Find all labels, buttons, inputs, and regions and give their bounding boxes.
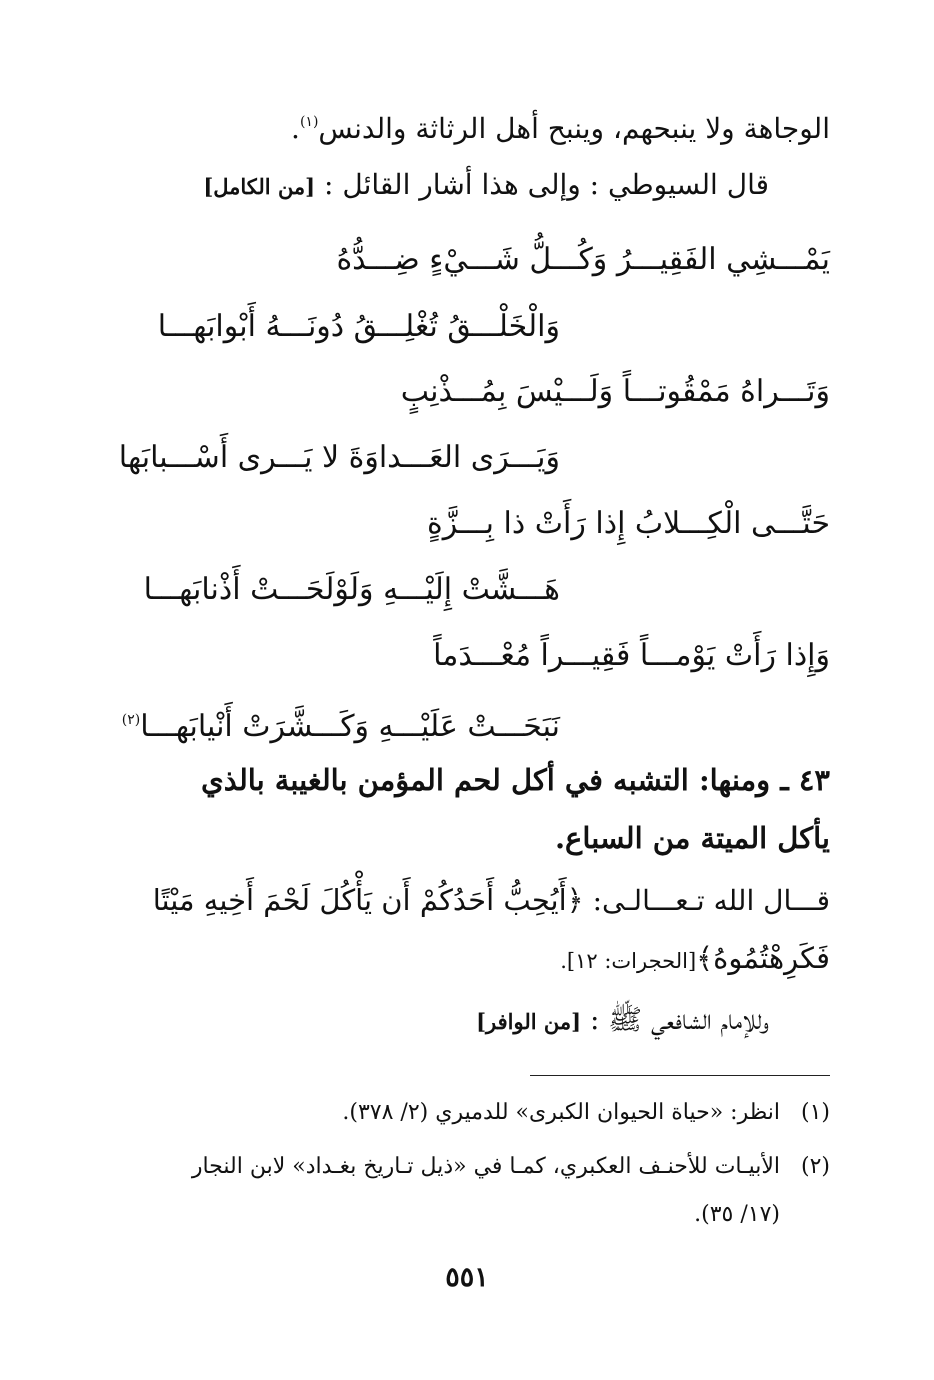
poem-line-1: يَمْـــشِي الفَقِيـــرُ وَكُـــلُّ شَـــيْءٍ ضِـــدُّهُ (336, 242, 830, 277)
intro-line (203, 165, 769, 207)
body-line-1 (291, 102, 830, 149)
shafii-line (476, 1000, 769, 1042)
quran-line-1 (153, 880, 830, 921)
footnote-2-continuation: (١٧/ ٣٥). (694, 1202, 780, 1227)
footnote-divider (530, 1075, 830, 1076)
poem-line-8 (120, 700, 560, 747)
quran-intro: قـــال الله تـعـــالـى: (592, 884, 830, 917)
footnote-1-number: (١) (800, 1100, 830, 1125)
footnote-marker-1: (١) (299, 114, 319, 130)
footnote-1 (342, 1098, 830, 1128)
poem-line-5: حَتَّـــى الْكِـــلابُ إِذا رَأَتْ ذا بِـــزَّةٍ (427, 506, 830, 541)
poem-line-3: وَتَـــراهُ مَمْقُوتـــاً وَلَـــيْسَ بِمُـــذْنِبٍ (400, 374, 830, 409)
body-text-end: . (291, 112, 300, 145)
body-text: الوجاهة ولا ينبحهم، وينبح أهل الرثاثة والدنس (318, 112, 830, 145)
footnote-2-text: الأبيـات للأحنـف العكبري، كمـا في «ذيل تـاريخ بغـداد» لابن النجار (191, 1154, 780, 1179)
poem-line-7: وَإِذا رَأَتْ يَوْمـــاً فَقِيـــراً مُعْـــدَماً (433, 638, 830, 673)
section-heading-line-2: يأكل الميتة من السباع. (554, 821, 830, 855)
poem-line-6: هَـــشَّتْ إِلَيْـــهِ وَلَوْلَحَـــتْ أَذْنابَهـــا (143, 572, 560, 607)
shafii-text: وللإمام الشافعي ﷺ : (589, 1003, 769, 1036)
poem-line-8-text: نَبَحَـــتْ عَلَيْـــهِ وَكَـــشَّرَتْ أَنْيابَهـــا (140, 709, 560, 744)
footnote-marker-2: (٢) (121, 712, 141, 728)
poem-line-2: وَالْخَلْـــقُ تُغْلِـــقُ دُونَـــهُ أَبْوابَهـــا (157, 309, 560, 344)
section-heading-line-1: ٤٣ ـ ومنها: التشبه في أكل لحم المؤمن بالغيبة بالذي (201, 763, 830, 797)
footnote-2-number: (٢) (800, 1154, 830, 1179)
poem-line-4: وَيَـــرَى العَـــداوَةَ لا يَـــرى أَسْـــبابَها (118, 440, 560, 475)
meter-tag-wafir: [من الوافر] (476, 1009, 582, 1034)
quran-verse-part-2: فَكَرِهْتُمُوهُ﴾ (696, 941, 830, 975)
intro-text: قال السيوطي : وإلى هذا أشار القائل : (324, 168, 769, 201)
quran-reference: [الحجرات: ١٢]. (560, 949, 697, 973)
meter-tag-kamil: [من الكامل] (203, 174, 316, 199)
footnote-1-text: انظر: «حياة الحيوان الكبرى» للدميري (٢/ ٣٧٨). (342, 1100, 780, 1125)
quran-line-2 (560, 938, 830, 981)
quran-verse-part-1: ﴿أَيُحِبُّ أَحَدُكُمْ أَن يَأْكُلَ لَحْمَ أَخِيهِ مَيْتًا (152, 883, 584, 917)
page-number: ٥٥١ (445, 1262, 489, 1293)
footnote-2 (192, 1152, 830, 1182)
